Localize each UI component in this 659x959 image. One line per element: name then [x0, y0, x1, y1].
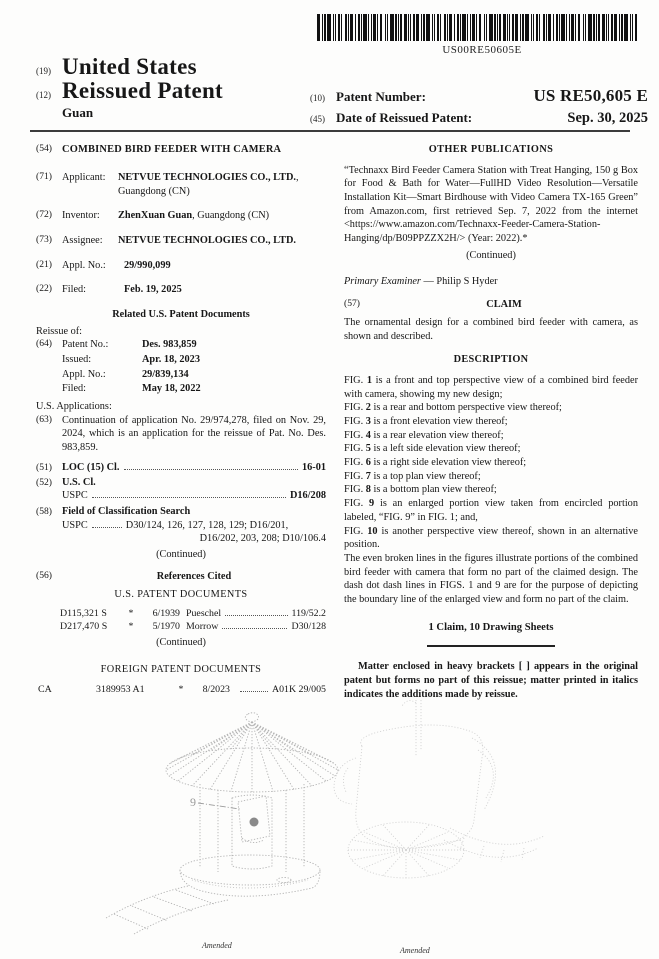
- patent-number-label: Patent Number:: [336, 89, 426, 104]
- description-heading: DESCRIPTION: [453, 354, 529, 366]
- appl-no-row: [36, 259, 326, 273]
- fig-description: [344, 415, 638, 429]
- fig-text: is a right side elevation view thereof;: [373, 457, 527, 469]
- fig9-callout-label: 9: [190, 795, 196, 809]
- foreign-star: *: [178, 683, 184, 695]
- notice-divider: [427, 645, 555, 647]
- inventor-value: [118, 209, 326, 223]
- us-patent-doc-row: [36, 620, 326, 633]
- us-patent-docs-heading: U.S. PATENT DOCUMENTS: [114, 588, 248, 600]
- left-column: [36, 143, 326, 702]
- claim-heading-row: [344, 298, 638, 312]
- applicant-label: Applicant:: [62, 171, 106, 183]
- kind-code-12: (12): [36, 90, 51, 101]
- orig-filed-value: May 18, 2022: [142, 383, 201, 395]
- barcode-block: [316, 13, 648, 56]
- filed-value: [124, 283, 326, 297]
- us-applications-label: U.S. Applications:: [36, 401, 112, 413]
- dotted-leader: [225, 615, 287, 616]
- fig-num: 8: [365, 484, 371, 496]
- applicant-row: [36, 171, 326, 198]
- fig-num: 2: [365, 402, 371, 414]
- fig-word: FIG.: [344, 525, 364, 537]
- field-of-search-line1: [36, 519, 326, 533]
- reissue-details-row: [36, 338, 326, 397]
- field-classes-1: D30/124, 126, 127, 128, 129; D16/201,: [125, 519, 289, 531]
- ref-patent-id: D115,321 S: [60, 608, 107, 620]
- assignee-row: [36, 234, 326, 248]
- fig-num: 7: [365, 470, 371, 482]
- loc-class-row: [36, 461, 326, 475]
- uspc-label: USPC: [62, 490, 88, 502]
- fig-text: is a top plan view thereof;: [373, 470, 481, 482]
- publication-citation: “Technaxx Bird Feeder Camera Station with Treat Hanging, 150 g Box for Food & Bath for Water—FullHD Video Resolution—Versatile Installation Kit—Smart Birdhouse with Video Camera TX-165 Green” from Amazon.com, first retrieved Sep. 7, 2022 from the internet <https://www.amazon.com/Technaxx-Feeder-Camera-Station-Hanging/dp/B09PPZZX2H/> (Year: 2022).*: [344, 164, 638, 245]
- inventor-row: [36, 209, 326, 223]
- ref-name: Pueschel: [186, 608, 222, 620]
- us-patent-doc-row: [36, 607, 326, 620]
- field-num-73: (73): [36, 233, 52, 245]
- dotted-leader: [222, 628, 287, 629]
- references-cited-heading: References Cited: [156, 570, 232, 582]
- foreign-class: A01K 29/005: [271, 683, 326, 695]
- barcode-icon: [316, 13, 638, 44]
- foreign-date: 8/2023: [202, 683, 230, 695]
- fig-description: [344, 429, 638, 443]
- references-cited-row: [36, 570, 326, 584]
- applicant-location: , Guangdong (CN): [118, 171, 299, 197]
- other-publications-heading: OTHER PUBLICATIONS: [428, 144, 554, 155]
- fig-text: is a front elevation view thereof;: [373, 416, 508, 427]
- fig-word: FIG.: [344, 470, 364, 482]
- claims-sheets-line: 1 Claim, 10 Drawing Sheets: [428, 621, 554, 633]
- fig-text: is a front and top perspective view of a combined bird feeder with camera, showing my new design;: [344, 374, 638, 400]
- appl-no-value: [124, 259, 326, 273]
- ref-class: D30/128: [291, 621, 326, 633]
- field-of-search-label: Field of Classification Search: [62, 506, 191, 518]
- fig-text: is a bottom plan view thereof;: [373, 484, 497, 496]
- dotted-leader: [92, 497, 286, 498]
- bird-feeder-alt-sketch: [326, 698, 564, 880]
- field-num-57: (57): [344, 298, 360, 310]
- fig-description: [344, 456, 638, 470]
- ref-date: 6/1939: [152, 608, 180, 620]
- field-num-71: (71): [36, 170, 52, 182]
- loc-class-label: LOC (15) Cl.: [62, 461, 120, 473]
- assignee-label: Assignee:: [62, 234, 103, 246]
- ref-name: Morrow: [186, 621, 219, 633]
- reissue-of-label: Reissue of:: [36, 325, 83, 337]
- fig-word: FIG.: [344, 374, 364, 386]
- broken-lines-note: The even broken lines in the figures illustrate portions of the combined bird feeder with camera that form no part of the claimed design. The dash dot dash lines in FIGS. 1 and 9 are for the purpose of depicting the boundary line of the enlarged view and form no part of the claim.: [344, 552, 638, 605]
- fig-text: is a rear elevation view thereof;: [373, 429, 504, 441]
- continuation-row: [36, 414, 326, 455]
- loc-class-value: 16-01: [301, 461, 326, 473]
- fig9-callout: [190, 795, 240, 809]
- reissue-date-label: Date of Reissued Patent:: [336, 110, 473, 125]
- field-num-63: (63): [36, 413, 52, 425]
- fig-word: FIG.: [344, 484, 364, 496]
- fig-text: is another perspective view thereof, shown in an alternative position.: [344, 525, 638, 551]
- fig-num: 9: [369, 498, 375, 510]
- applicant-name: NETVUE TECHNOLOGIES CO., LTD.: [118, 171, 296, 183]
- issued-value: Apr. 18, 2023: [142, 354, 200, 366]
- kind-code-10: (10): [310, 93, 325, 103]
- continued-note: (Continued): [466, 249, 516, 261]
- figure-alt-drawing: [326, 698, 564, 880]
- continuation-text: Continuation of application No. 29/974,278, filed on Nov. 29, 2024, which is an application for the reissue of Pat. No. Des. 983,859.: [62, 414, 326, 454]
- fig-word: FIG.: [344, 443, 364, 455]
- field-num-72: (72): [36, 209, 52, 221]
- foreign-docs-heading: FOREIGN PATENT DOCUMENTS: [100, 664, 262, 676]
- fig-description: [344, 442, 638, 456]
- claim-text: The ornamental design for a combined bird feeder with camera, as shown and described.: [344, 316, 638, 342]
- field-uspc-label: USPC: [62, 519, 88, 531]
- filed-row: [36, 283, 326, 297]
- inventor-label: Inventor:: [62, 210, 100, 222]
- field-num-22: (22): [36, 283, 52, 295]
- fig-description: [344, 374, 638, 401]
- document-type-title: Reissued Patent: [62, 78, 224, 104]
- fig-num: 4: [365, 429, 371, 441]
- field-num-51: (51): [36, 461, 52, 473]
- ref-star: *: [128, 608, 134, 620]
- applicant-value: [118, 171, 326, 198]
- inventor-name: ZhenXuan Guan: [118, 210, 193, 222]
- amended-label: Amended: [202, 941, 232, 950]
- fig-description: [344, 497, 638, 524]
- us-class-label: U.S. Cl.: [62, 476, 96, 488]
- fig-num: 1: [366, 374, 372, 386]
- fig-word: FIG.: [344, 429, 364, 441]
- fig-description: [344, 525, 638, 552]
- fig-text: is a left side elevation view thereof;: [373, 443, 521, 455]
- dotted-leader: [92, 527, 122, 528]
- field-num-56: (56): [36, 569, 52, 581]
- assignee-name: NETVUE TECHNOLOGIES CO., LTD.: [118, 234, 296, 246]
- fig-word: FIG.: [344, 498, 364, 510]
- patent-no-value: Des. 983,859: [142, 339, 197, 351]
- kind-code-45: (45): [310, 114, 325, 124]
- primary-examiner-line: [344, 275, 638, 289]
- kind-code-19: (19): [36, 66, 51, 76]
- field-classes-2: D16/202, 203, 208; D10/106.4: [199, 533, 326, 545]
- uspc-row: [36, 489, 326, 503]
- claim-heading: CLAIM: [486, 299, 522, 311]
- ref-star: *: [128, 621, 134, 633]
- field-of-search-row: [36, 505, 326, 519]
- ref-class: 119/52.2: [291, 608, 326, 620]
- barcode-number: US00RE50605E: [442, 44, 522, 56]
- field-num-52: (52): [36, 476, 52, 488]
- header-divider: [30, 130, 630, 132]
- orig-appl-no-value: 29/839,134: [142, 368, 189, 380]
- reissue-date-value: Sep. 30, 2025: [567, 110, 648, 126]
- patent-number-value: US RE50,605 E: [533, 86, 648, 105]
- dotted-leader: [240, 691, 268, 692]
- orig-filed-label: Filed:: [62, 383, 87, 395]
- foreign-doc-row: [36, 683, 326, 696]
- assignee-value: [118, 234, 326, 248]
- fig-num: 5: [365, 443, 371, 455]
- bird-feeder-sketch: [92, 710, 347, 938]
- us-class-row: [36, 476, 326, 490]
- field-num-21: (21): [36, 258, 52, 270]
- fig-num: 10: [367, 525, 378, 537]
- foreign-id: 3189953 A1: [96, 683, 145, 695]
- inventor-location: , Guangdong (CN): [192, 210, 270, 222]
- reissue-notice: Matter enclosed in heavy brackets [ ] appears in the original patent but forms no part of this reissue; matter printed in italics indicates the additions made by reissue.: [344, 660, 638, 701]
- header-right: [310, 86, 648, 131]
- fig-num: 6: [365, 457, 371, 469]
- ref-patent-id: D217,470 S: [60, 621, 108, 633]
- field-num-64: (64): [36, 338, 52, 350]
- continued-note: (Continued): [156, 549, 206, 561]
- reissue-details: [62, 338, 326, 397]
- filed-date: Feb. 19, 2025: [124, 284, 182, 296]
- invention-title: COMBINED BIRD FEEDER WITH CAMERA: [62, 144, 282, 155]
- filed-label: Filed:: [62, 284, 87, 296]
- appl-no: 29/990,099: [124, 259, 171, 271]
- ref-date: 5/1970: [152, 621, 180, 633]
- field-num-54: (54): [36, 143, 52, 154]
- issued-label: Issued:: [62, 354, 92, 366]
- fig-description: [344, 483, 638, 497]
- orig-appl-no-label: Appl. No.:: [62, 368, 106, 380]
- fig-word: FIG.: [344, 402, 364, 414]
- related-docs-heading: Related U.S. Patent Documents: [112, 308, 250, 320]
- continued-note: (Continued): [156, 636, 206, 648]
- fig-num: 3: [365, 416, 371, 427]
- fig-word: FIG.: [344, 416, 364, 427]
- figure-1-drawing: [92, 710, 347, 938]
- right-column: [344, 143, 638, 702]
- primary-examiner-name: — Philip S Hyder: [423, 275, 498, 287]
- fig-word: FIG.: [344, 457, 364, 469]
- fig-description: [344, 470, 638, 484]
- primary-examiner-label: Primary Examiner: [344, 275, 421, 287]
- invention-title-row: [36, 143, 326, 157]
- header-left: [36, 55, 316, 121]
- field-num-58: (58): [36, 506, 52, 518]
- amended-label: Amended: [400, 946, 430, 955]
- fig-text: is a rear and bottom perspective view thereof;: [373, 402, 562, 414]
- appl-no-label: Appl. No.:: [62, 259, 106, 271]
- fig-text: is an enlarged portion view taken from encircled portion labeled, “FIG. 9” in FIG. 1; and,: [344, 498, 638, 523]
- two-column-body: [36, 143, 638, 702]
- fig-description: [344, 401, 638, 415]
- patent-no-label: Patent No.:: [62, 339, 109, 351]
- inventor-surname: Guan: [62, 105, 94, 121]
- dotted-leader: [124, 469, 298, 470]
- country-title: United States: [62, 54, 197, 79]
- foreign-country: CA: [38, 683, 52, 695]
- uspc-value: D16/208: [289, 490, 326, 502]
